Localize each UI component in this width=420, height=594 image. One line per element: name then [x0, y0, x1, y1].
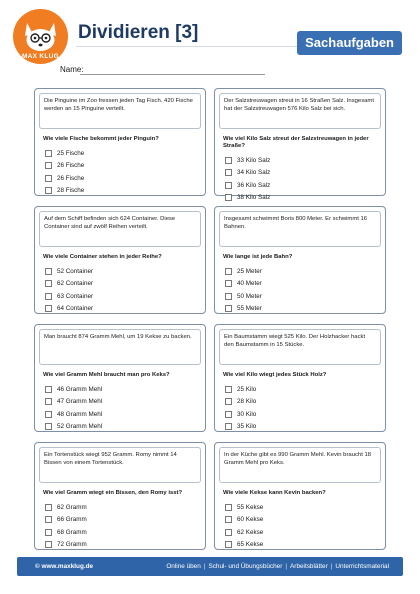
option-label: 62 Container: [57, 280, 94, 288]
option-label: 55 Kekse: [237, 503, 264, 511]
answer-option[interactable]: [45, 290, 201, 303]
checkbox[interactable]: [225, 411, 232, 418]
option-label: 36 Kilo Salz: [237, 181, 271, 189]
answer-option[interactable]: [45, 526, 201, 539]
task-card-3: [34, 206, 206, 314]
footer-link-books[interactable]: Schul- und Übungsbücher: [208, 563, 283, 570]
name-field[interactable]: [80, 74, 265, 75]
answer-option[interactable]: [225, 179, 381, 192]
answer-option[interactable]: [225, 396, 381, 409]
checkbox[interactable]: [45, 504, 52, 511]
checkbox[interactable]: [45, 293, 52, 300]
checkbox[interactable]: [225, 398, 232, 405]
task-prompt: Insgesamt schwimmt Boris 800 Meter. Er schwimmt 16 Bahnen.: [219, 211, 381, 247]
answer-option[interactable]: [45, 396, 201, 409]
option-label: 35 Kilo: [237, 423, 257, 431]
task-card-4: [214, 206, 386, 314]
answer-option[interactable]: [45, 421, 201, 434]
task-question: Wie viel Gramm wiegt ein Bissen, den Romy isst?: [43, 490, 183, 496]
task-question: Wie viele Kekse kann Kevin backen?: [223, 490, 326, 496]
checkbox[interactable]: [45, 541, 52, 548]
footer-separator: |: [203, 563, 206, 570]
option-label: 55 Meter: [237, 305, 262, 313]
option-label: 66 Gramm: [57, 516, 87, 524]
footer-bar: [17, 557, 403, 576]
answer-option[interactable]: [225, 290, 381, 303]
option-label: 28 Fische: [57, 187, 85, 195]
task-card-1: [34, 88, 206, 196]
checkbox[interactable]: [225, 280, 232, 287]
checkbox[interactable]: [45, 175, 52, 182]
footer-links: [166, 563, 389, 570]
option-label: 25 Fische: [57, 149, 85, 157]
checkbox[interactable]: [225, 516, 232, 523]
option-label: 60 Kekse: [237, 516, 264, 524]
option-label: 64 Container: [57, 305, 94, 313]
answer-option[interactable]: [225, 303, 381, 316]
task-prompt: Ein Tortenstück wiegt 952 Gramm. Romy nimmt 14 Bissen von einem Tortenstück.: [39, 447, 201, 483]
task-card-7: [34, 442, 206, 550]
checkbox[interactable]: [45, 280, 52, 287]
checkbox[interactable]: [45, 187, 52, 194]
page-title: Dividieren [3]: [78, 22, 199, 43]
task-question: Wie viele Fische bekommt jeder Pinguin?: [43, 136, 159, 142]
answer-option[interactable]: [225, 154, 381, 167]
checkbox[interactable]: [225, 169, 232, 176]
checkbox[interactable]: [45, 268, 52, 275]
footer-separator: |: [285, 563, 288, 570]
checkbox[interactable]: [45, 150, 52, 157]
option-label: 63 Container: [57, 292, 94, 300]
footer-link-online[interactable]: Online üben: [166, 563, 201, 570]
checkbox[interactable]: [45, 411, 52, 418]
checkbox[interactable]: [225, 293, 232, 300]
option-label: 62 Kekse: [237, 528, 264, 536]
option-label: 40 Meter: [237, 280, 262, 288]
answer-option[interactable]: [225, 421, 381, 434]
footer-copyright[interactable]: © www.maxklug.de: [35, 563, 94, 570]
option-label: 33 Kilo Salz: [237, 156, 271, 164]
option-label: 25 Kilo: [237, 385, 257, 393]
option-label: 25 Meter: [237, 267, 262, 275]
option-label: 62 Gramm: [57, 503, 87, 511]
checkbox[interactable]: [225, 194, 232, 201]
option-label: 72 Gramm: [57, 541, 87, 549]
answer-option[interactable]: [225, 526, 381, 539]
task-card-6: [214, 324, 386, 432]
task-card-5: [34, 324, 206, 432]
option-label: 68 Gramm: [57, 528, 87, 536]
task-prompt: Man braucht 874 Gramm Mehl, um 19 Kekse zu backen.: [39, 329, 201, 365]
answer-option[interactable]: [45, 147, 201, 160]
option-label: 30 Kilo: [237, 410, 257, 418]
answer-option[interactable]: [45, 303, 201, 316]
checkbox[interactable]: [45, 305, 52, 312]
task-grid: [34, 88, 386, 550]
task-prompt: In der Küche gibt es 990 Gramm Mehl. Kevin braucht 18 Gramm Mehl pro Keks.: [219, 447, 381, 483]
answer-option[interactable]: [45, 539, 201, 552]
checkbox[interactable]: [225, 386, 232, 393]
option-label: 48 Gramm Mehl: [57, 410, 103, 418]
topic-badge: Sachaufgaben: [297, 31, 402, 55]
answer-option[interactable]: [225, 408, 381, 421]
task-question: Wie viel Kilo Salz streut der Salzstreuwagen in jeder Straße?: [223, 136, 369, 149]
checkbox[interactable]: [45, 529, 52, 536]
answer-option[interactable]: [45, 265, 201, 278]
answer-option[interactable]: [45, 278, 201, 291]
task-card-2: [214, 88, 386, 202]
answer-option[interactable]: [225, 501, 381, 514]
option-label: 26 Fische: [57, 174, 85, 182]
option-label: 50 Meter: [237, 292, 262, 300]
checkbox[interactable]: [225, 529, 232, 536]
answer-option[interactable]: [45, 383, 201, 396]
answer-option[interactable]: [45, 514, 201, 527]
checkbox[interactable]: [225, 305, 232, 312]
answer-option[interactable]: [45, 408, 201, 421]
checkbox[interactable]: [225, 504, 232, 511]
footer-link-materials[interactable]: Unterrichtsmaterial: [335, 563, 389, 570]
option-label: 52 Gramm Mehl: [57, 423, 103, 431]
task-question: Wie viele Container stehen in jeder Reihe?: [43, 254, 162, 260]
option-label: 28 Kilo: [237, 398, 257, 406]
footer-link-worksheets[interactable]: Arbeitsblätter: [290, 563, 328, 570]
option-label: 46 Gramm Mehl: [57, 385, 103, 393]
answer-option[interactable]: [225, 192, 381, 205]
task-prompt: Der Salzstreuwagen streut in 16 Straßen Salz. Insgesamt hat der Salzstreuwagen 576 Kilo Salz bei sich.: [219, 93, 381, 129]
answer-option[interactable]: [225, 383, 381, 396]
max-klug-logo: [13, 9, 68, 64]
answer-option[interactable]: [225, 539, 381, 552]
checkbox[interactable]: [45, 516, 52, 523]
checkbox[interactable]: [45, 423, 52, 430]
task-question: Wie lange ist jede Bahn?: [223, 254, 293, 260]
answer-option[interactable]: [225, 278, 381, 291]
task-prompt: Ein Baumstamm wiegt 525 Kilo. Der Holzhacker hackt den Baumstamm in 15 Stücke.: [219, 329, 381, 365]
answer-option[interactable]: [45, 185, 201, 198]
checkbox[interactable]: [225, 182, 232, 189]
footer-separator: |: [330, 563, 333, 570]
task-card-8: [214, 442, 386, 550]
option-label: 34 Kilo Salz: [237, 169, 271, 177]
answer-option[interactable]: [45, 172, 201, 185]
checkbox[interactable]: [225, 541, 232, 548]
task-prompt: Die Pinguine im Zoo fressen jeden Tag Fisch. 420 Fische werden an 15 Pinguine verteilt.: [39, 93, 201, 129]
name-label: Name:: [60, 65, 84, 74]
task-question: Wie viel Gramm Mehl braucht man pro Keks?: [43, 372, 170, 378]
checkbox[interactable]: [225, 268, 232, 275]
answer-option[interactable]: [45, 501, 201, 514]
answer-option[interactable]: [45, 160, 201, 173]
logo-text: MAX KLUG: [21, 53, 60, 60]
checkbox[interactable]: [45, 162, 52, 169]
option-label: 52 Container: [57, 267, 94, 275]
task-question: Wie viel Kilo wiegt jedes Stück Holz?: [223, 372, 327, 378]
task-prompt: Auf dem Schiff befinden sich 624 Container. Diese Container sind auf zwölf Reihen verteilt.: [39, 211, 201, 247]
answer-option[interactable]: [225, 514, 381, 527]
answer-option[interactable]: [225, 265, 381, 278]
checkbox[interactable]: [45, 398, 52, 405]
answer-option[interactable]: [225, 167, 381, 180]
checkbox[interactable]: [225, 157, 232, 164]
option-label: 38 Kilo Salz: [237, 194, 271, 202]
checkbox[interactable]: [45, 386, 52, 393]
checkbox[interactable]: [225, 423, 232, 430]
option-label: 47 Gramm Mehl: [57, 398, 103, 406]
option-label: 26 Fische: [57, 162, 85, 170]
option-label: 65 Kekse: [237, 541, 264, 549]
